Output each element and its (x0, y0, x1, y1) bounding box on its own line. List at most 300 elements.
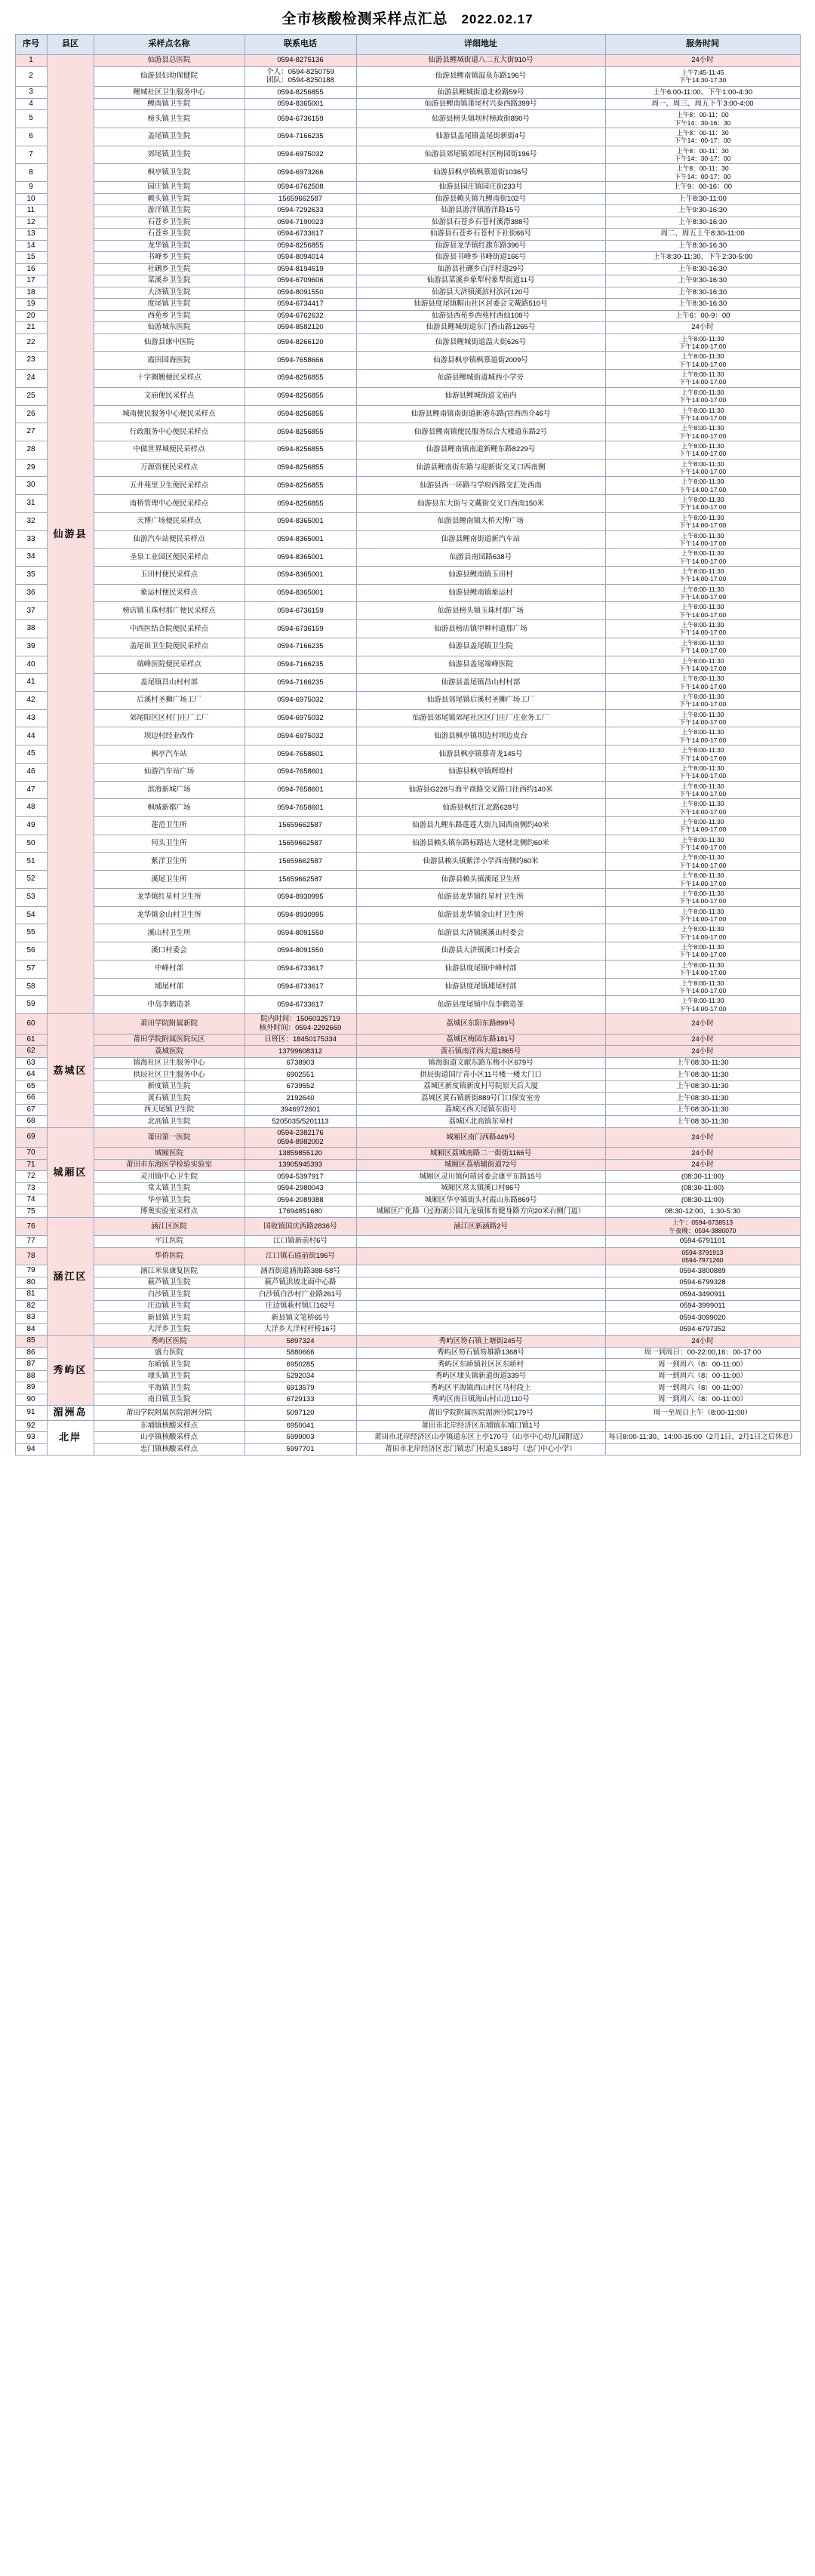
col-address: 详细地址 (356, 35, 605, 55)
service-time-cell: 周一到周六（8：00-11:00） (605, 1382, 800, 1394)
service-time-cell: 上午8:00-11:30 下午14:00-17:00 (605, 906, 800, 924)
address-cell: 城厢区灵川镇何靖居委会康平东路15号 (356, 1171, 605, 1183)
address-cell: 城厢区荔城南路二一街街1166号 (356, 1148, 605, 1160)
row-index: 14 (15, 240, 47, 252)
row-index: 30 (15, 477, 47, 495)
region-cell: 涵江区 (47, 1218, 94, 1336)
service-time-cell: 上午8:00-11:30 下午14:00-17:00 (605, 692, 800, 710)
table-row (15, 229, 800, 241)
site-name-cell: 城厢医院 (94, 1148, 244, 1160)
phone-cell: 大洋乡大洋村杆桥16号 (244, 1323, 356, 1336)
row-index: 6 (15, 128, 47, 146)
table-row (15, 656, 800, 674)
service-time-cell: 上午8:00-11:30 下午14:00-17:00 (605, 871, 800, 889)
table-row (15, 638, 800, 656)
region-cell: 湄洲岛 (47, 1406, 94, 1420)
address-cell: 秀屿区平海镇西山村区马村段上 (356, 1382, 605, 1394)
address-cell: 仙游县游洋镇游洋路15号 (356, 205, 605, 217)
phone-cell: 0594-6733617 (244, 960, 356, 978)
row-index: 9 (15, 182, 47, 194)
row-index: 73 (15, 1182, 47, 1194)
phone-cell: 0594-2089388 (244, 1194, 356, 1207)
service-time-cell: 上午8:00-11:30 下午14:00-17:00 (605, 656, 800, 674)
phone-cell: 白沙镇白沙村广业路261号 (244, 1289, 356, 1301)
row-index: 23 (15, 352, 47, 370)
address-cell: 仙游县赖头镇紫洋小学西南侧约60米 (356, 853, 605, 871)
address-cell: 仙游县园庄镇园庄街233号 (356, 182, 605, 194)
phone-cell: 6913579 (244, 1382, 356, 1394)
row-index: 52 (15, 871, 47, 889)
table-row (15, 549, 800, 567)
row-index: 56 (15, 942, 47, 961)
table-row (15, 263, 800, 275)
table-row (15, 1394, 800, 1406)
row-index: 74 (15, 1194, 47, 1207)
service-time-cell: 上午8:00-11:30 下午14:00-17:00 (605, 441, 800, 459)
address-cell: 莆田市北岸经济区东埔镇东埔口镇1号 (356, 1420, 605, 1432)
table-row (15, 299, 800, 311)
site-name-cell: 灵川镇中心卫生院 (94, 1171, 244, 1183)
table-row (15, 1289, 800, 1301)
row-index: 70 (15, 1148, 47, 1160)
row-index: 42 (15, 692, 47, 710)
site-name-cell: 西天尾镇卫生院 (94, 1104, 244, 1116)
table-row (15, 1336, 800, 1348)
address-cell: 莆田市北岸经济区忠门镇忠门村道头189号（忠门中心小学） (356, 1443, 605, 1456)
service-time-cell: 上午8:00-11:30 下午14:00-17:00 (605, 924, 800, 942)
service-time-cell: 上午8:30-16:30 (605, 299, 800, 311)
site-name-cell: 万源资便民采样点 (94, 459, 244, 477)
table-row (15, 217, 800, 229)
address-cell: 仙游县龙华镇金山村卫生所 (356, 906, 605, 924)
address-cell: 仙游县石苍乡石苍村溪漈388号 (356, 217, 605, 229)
row-index: 35 (15, 566, 47, 584)
address-cell: 仙游县赖头镇东路标路达大建材北侧约60米 (356, 835, 605, 853)
phone-cell: 0594-6975032 (244, 146, 356, 164)
table-row (15, 352, 800, 370)
phone-cell: 国收镇国庆西路2836号 (244, 1218, 356, 1236)
address-cell: 城厢区华亭镇街头村霞山东路869号 (356, 1194, 605, 1207)
phone-cell: 5997701 (244, 1443, 356, 1456)
table-row (15, 906, 800, 924)
site-name-cell: 东峤镇卫生院 (94, 1359, 244, 1371)
table-row (15, 996, 800, 1014)
phone-cell: 0594-7658601 (244, 745, 356, 764)
row-index: 50 (15, 835, 47, 853)
phone-cell: 15659662587 (244, 817, 356, 835)
table-row (15, 110, 800, 128)
table-row (15, 763, 800, 781)
site-name-cell: 萩芦镇卫生院 (94, 1277, 244, 1289)
table-row (15, 240, 800, 252)
row-index: 60 (15, 1013, 47, 1034)
table-row (15, 287, 800, 299)
address-cell: 城厢区荔梧辅街道72号 (356, 1159, 605, 1171)
table-row (15, 1081, 800, 1093)
row-index: 4 (15, 98, 47, 110)
phone-cell: 0594-8256855 (244, 441, 356, 459)
phone-cell: 0594-8365001 (244, 584, 356, 602)
phone-cell: 0594-6975032 (244, 709, 356, 727)
site-name-cell: 莆田学院附属新院 (94, 1013, 244, 1034)
row-index: 38 (15, 620, 47, 638)
table-row (15, 924, 800, 942)
service-time-cell: 上午8：00-11：30 下午14：00-17：00 (605, 164, 800, 182)
service-time-cell: 上午08:30-11:30 (605, 1104, 800, 1116)
table-row (15, 275, 800, 287)
service-time-cell: 上午08:30-11:30 (605, 1069, 800, 1081)
phone-cell: 0594-8365001 (244, 549, 356, 567)
table-row (15, 620, 800, 638)
table-row (15, 370, 800, 388)
table-row (15, 566, 800, 584)
service-time-cell: 上午8:00-11:30 下午14:00-17:00 (605, 978, 800, 996)
row-index: 25 (15, 387, 47, 405)
address-cell (356, 1247, 605, 1265)
site-name-cell: 东埔镇核酸采样点 (94, 1420, 244, 1432)
service-time-cell: 24小时 (605, 1148, 800, 1160)
site-name-cell: 仙游城东医院 (94, 322, 244, 334)
service-time-cell: 上午8:00-11:30 下午14:00-17:00 (605, 727, 800, 745)
table-row (15, 1194, 800, 1207)
row-index: 78 (15, 1247, 47, 1265)
phone-cell: 涵西街道涵海路388-58号 (244, 1265, 356, 1277)
address-cell: 仙游县鲤城街道北检路59号 (356, 87, 605, 99)
address-cell (356, 1300, 605, 1312)
service-time-cell: 上午8:00-11:30 下午14:00-17:00 (605, 334, 800, 352)
site-name-cell: 中西医结合院便民采样点 (94, 620, 244, 638)
site-name-cell: 中岛李鹤造茶 (94, 996, 244, 1014)
row-index: 94 (15, 1443, 47, 1456)
address-cell (356, 1289, 605, 1301)
service-time-cell: 上午08:30-11:30 (605, 1081, 800, 1093)
service-time-cell: 周一、周三、周五下午3:00-4:00 (605, 98, 800, 110)
col-phone: 联系电话 (244, 35, 356, 55)
table-header (15, 35, 800, 55)
address-cell: 仙游县枫亭镇辉煌村 (356, 763, 605, 781)
row-index: 92 (15, 1420, 47, 1432)
table-row (15, 1171, 800, 1183)
phone-cell: 13799608312 (244, 1046, 356, 1058)
site-name-cell: 后溪村圣狮广场工厂 (94, 692, 244, 710)
site-name-cell: 枫亭镇卫生院 (94, 164, 244, 182)
row-index: 22 (15, 334, 47, 352)
phone-cell: 0594-6975032 (244, 692, 356, 710)
service-time-cell: 0594-6799328 (605, 1277, 800, 1289)
site-name-cell: 文庙便民采样点 (94, 387, 244, 405)
table-row (15, 387, 800, 405)
table-row (15, 584, 800, 602)
table-row (15, 674, 800, 692)
region-cell: 秀屿区 (47, 1336, 94, 1406)
service-time-cell: 08:30-12:00、1:30-5:30 (605, 1206, 800, 1218)
site-name-cell: 榜店镇玉珠村那广便民采样点 (94, 602, 244, 620)
table-row (15, 252, 800, 264)
service-time-cell: 周一到周日：00-22:00,16：00-17:00 (605, 1347, 800, 1359)
row-index: 93 (15, 1432, 47, 1444)
site-name-cell: 赖头镇卫生院 (94, 193, 244, 205)
address-cell: 莆田学院附属医院湄洲分院179号 (356, 1406, 605, 1420)
service-time-cell: 周一至周日上午（8:00-11:00） (605, 1406, 800, 1420)
row-index: 46 (15, 763, 47, 781)
table-row (15, 310, 800, 322)
address-cell: 仙游县大济镇溪口村委会 (356, 942, 605, 961)
service-time-cell: 上午08:30-11:30 (605, 1116, 800, 1128)
phone-cell: 13859855120 (244, 1148, 356, 1160)
table-row (15, 1159, 800, 1171)
table-row (15, 1406, 800, 1420)
address-cell: 仙游县鲤城街道八二五大街910号 (356, 55, 605, 67)
service-time-cell: 上午8:00-11:30 下午14:00-17:00 (605, 512, 800, 530)
row-index: 8 (15, 164, 47, 182)
table-row (15, 1034, 800, 1046)
phone-cell: 0594-6733617 (244, 978, 356, 996)
site-name-cell: 秀屿区医院 (94, 1336, 244, 1348)
site-name-cell: 华侨医院 (94, 1247, 244, 1265)
table-row (15, 1277, 800, 1289)
address-cell: 黄石镇南洋西大道1865号 (356, 1046, 605, 1058)
address-cell: 仙游县西一环路与学府西路交汇处西南 (356, 477, 605, 495)
service-time-cell: 每日8:00-11:30、14:00-15:00（2月1日、2月1日之后休息） (605, 1432, 800, 1444)
site-name-cell: 霞田园海医院 (94, 352, 244, 370)
row-index: 39 (15, 638, 47, 656)
address-cell: 仙游县鲤南镇莆尾村兴泰西路399号 (356, 98, 605, 110)
address-cell: 仙游县菜溪乡象犁村象犁街道11号 (356, 275, 605, 287)
address-cell: 仙游县大济镇溪溪山村委会 (356, 924, 605, 942)
phone-cell: 13905945393 (244, 1159, 356, 1171)
row-index: 40 (15, 656, 47, 674)
table-row (15, 193, 800, 205)
address-cell: 仙游县鲤城街道温大街626号 (356, 334, 605, 352)
service-time-cell: 上午8：00-11：00 下午14：30-16：30 (605, 110, 800, 128)
row-index: 13 (15, 229, 47, 241)
row-index: 32 (15, 512, 47, 530)
site-name-cell: 仙游县妇幼保健院 (94, 66, 244, 87)
phone-cell: 6729133 (244, 1394, 356, 1406)
page-title (0, 0, 815, 34)
row-index: 36 (15, 584, 47, 602)
row-index: 51 (15, 853, 47, 871)
service-time-cell: 上午8:30-16:30 (605, 287, 800, 299)
address-cell: 仙游县度尾镇中峰村部 (356, 960, 605, 978)
site-name-cell: 圣泉工业园区便民采样点 (94, 549, 244, 567)
service-time-cell: (08:30-11:00) (605, 1182, 800, 1194)
phone-cell: 0594-8256855 (244, 387, 356, 405)
site-name-cell: 榜头镇卫生院 (94, 110, 244, 128)
title-date: 2022.02.17 (461, 12, 534, 26)
service-time-cell: 上午8:30-16:30 (605, 263, 800, 275)
region-cell: 仙游县 (47, 55, 94, 1014)
service-time-cell: 上午8:00-11:30 下午14:00-17:00 (605, 853, 800, 871)
row-index: 18 (15, 287, 47, 299)
service-time-cell: 上午6：00-9：00 (605, 310, 800, 322)
header-row (15, 35, 800, 55)
service-time-cell: 上午8:00-11:30 下午14:00-17:00 (605, 405, 800, 423)
site-name-cell: 荔城医院 (94, 1046, 244, 1058)
table-row (15, 692, 800, 710)
service-time-cell: 上午8:00-11:30 下午14:00-17:00 (605, 942, 800, 961)
address-cell: 仙游县鲤南镇温泉东路196号 (356, 66, 605, 87)
address-cell: 仙游县东大街与文戴街交叉口西南150米 (356, 495, 605, 513)
service-time-cell: 周一到周六（8：00-11:00） (605, 1359, 800, 1371)
row-index: 72 (15, 1171, 47, 1183)
service-time-cell: 24小时 (605, 1034, 800, 1046)
table-row (15, 334, 800, 352)
phone-cell: 新县镇文笔桥65号 (244, 1312, 356, 1324)
row-index: 3 (15, 87, 47, 99)
table-row (15, 835, 800, 853)
table-row (15, 888, 800, 906)
service-time-cell: 0594-6797352 (605, 1323, 800, 1336)
site-name-cell: 平海镇卫生院 (94, 1382, 244, 1394)
service-time-cell: 上午08:30-11:30 (605, 1093, 800, 1105)
service-time-cell: 上午8:00-11:30 下午14:00-17:00 (605, 745, 800, 764)
table-row (15, 1247, 800, 1265)
address-cell: 莆田市北岸经济区山亭镇道东区上亭170号（山亭中心幼儿园附近） (356, 1432, 605, 1444)
phone-cell: 日班区：18450175334 (244, 1034, 356, 1046)
address-cell (356, 1236, 605, 1248)
table-row (15, 512, 800, 530)
service-time-cell: 上午8:30-11:00 (605, 193, 800, 205)
site-name-cell: 西苑乡卫生院 (94, 310, 244, 322)
table-row (15, 745, 800, 764)
site-name-cell: 石苍乡卫生院 (94, 217, 244, 229)
phone-cell: 0594-8365001 (244, 512, 356, 530)
row-index: 69 (15, 1127, 47, 1148)
row-index: 87 (15, 1359, 47, 1371)
address-cell: 仙游县盖尾镇盖尾街新街4号 (356, 128, 605, 146)
col-service-time: 服务时间 (605, 35, 800, 55)
site-name-cell: 园庄镇卫生院 (94, 182, 244, 194)
phone-cell: 17694851680 (244, 1206, 356, 1218)
address-cell: 仙游县G228与海平商路交叉路口往西约140米 (356, 781, 605, 799)
site-name-cell: 龙华镇金山村卫生所 (94, 906, 244, 924)
phone-cell: 5897324 (244, 1336, 356, 1348)
service-time-cell: 上午8:00-11:30 下午14:00-17:00 (605, 799, 800, 817)
service-time-cell: 上午8:00-11:30 下午14:00-17:00 (605, 763, 800, 781)
address-cell: 仙游县度尾镇埔尾村部 (356, 978, 605, 996)
address-cell: 仙游县盖尾镇昌山村村部 (356, 674, 605, 692)
phone-cell: 0594-2980043 (244, 1182, 356, 1194)
site-name-cell: 涵江区医院 (94, 1218, 244, 1236)
service-time-cell: (08:30-11:00) (605, 1194, 800, 1207)
row-index: 37 (15, 602, 47, 620)
address-cell: 荔城区西天尾镇东街号 (356, 1104, 605, 1116)
table-row (15, 781, 800, 799)
address-cell: 荔城区北高镇东皋村 (356, 1116, 605, 1128)
table-row (15, 1148, 800, 1160)
table-row (15, 871, 800, 889)
phone-cell: 0594-8256855 (244, 240, 356, 252)
address-cell (356, 1277, 605, 1289)
sampling-sites-table (15, 34, 801, 1456)
address-cell: 城厢区南门西路449号 (356, 1127, 605, 1148)
service-time-cell (605, 1420, 800, 1432)
service-time-cell: 上午9:30-16:30 (605, 205, 800, 217)
table-row (15, 1300, 800, 1312)
row-index: 75 (15, 1206, 47, 1218)
row-index: 66 (15, 1093, 47, 1105)
row-index: 79 (15, 1265, 47, 1277)
service-time-cell: 周一到周六（8：00-11:00） (605, 1370, 800, 1382)
phone-cell: 6950285 (244, 1359, 356, 1371)
region-cell: 荔城区 (47, 1013, 94, 1127)
phone-cell: 0594-8256855 (244, 423, 356, 441)
phone-cell: 0594-8256855 (244, 495, 356, 513)
row-index: 15 (15, 252, 47, 264)
service-time-cell: 24小时 (605, 1159, 800, 1171)
row-index: 24 (15, 370, 47, 388)
phone-cell: 0594-6973266 (244, 164, 356, 182)
col-region: 县区 (47, 35, 94, 55)
site-name-cell: 行政服务中心便民采样点 (94, 423, 244, 441)
row-index: 31 (15, 495, 47, 513)
site-name-cell: 溪口村委会 (94, 942, 244, 961)
address-cell: 仙游县龙华镇红旗东路396号 (356, 240, 605, 252)
table-row (15, 1116, 800, 1128)
phone-cell: 江口镇石庭前街196号 (244, 1247, 356, 1265)
service-time-cell: 上午8:00-11:30 下午14:00-17:00 (605, 477, 800, 495)
row-index: 53 (15, 888, 47, 906)
row-index: 27 (15, 423, 47, 441)
service-time-cell: 周一到周六（8：00-11:00） (605, 1394, 800, 1406)
phone-cell: 0594-7166235 (244, 638, 356, 656)
phone-cell: 0594-8094014 (244, 252, 356, 264)
phone-cell: 15659662587 (244, 853, 356, 871)
site-name-cell: 游洋镇卫生院 (94, 205, 244, 217)
service-time-cell: 上午6:00-11:00、下午1:00-4:30 (605, 87, 800, 99)
site-name-cell: 枫城新都广场 (94, 799, 244, 817)
table-row (15, 1236, 800, 1248)
phone-cell: 0594-8582120 (244, 322, 356, 334)
table-row (15, 1104, 800, 1116)
table-row (15, 1057, 800, 1069)
address-cell: 仙游县榜头镇玉珠村那广场 (356, 602, 605, 620)
site-name-cell: 盖尾镇昌山村村部 (94, 674, 244, 692)
row-index: 44 (15, 727, 47, 745)
row-index: 20 (15, 310, 47, 322)
table-row (15, 853, 800, 871)
row-index: 28 (15, 441, 47, 459)
site-name-cell: 大济镇卫生院 (94, 287, 244, 299)
service-time-cell: 24小时 (605, 55, 800, 67)
service-time-cell: 上午8:00-11:30 下午14:00-17:00 (605, 960, 800, 978)
site-name-cell: 仙游汽车站广场 (94, 763, 244, 781)
phone-cell: 0594-7658601 (244, 799, 356, 817)
address-cell: 仙游县南园路638号 (356, 549, 605, 567)
address-cell: 仙游县鲤南镇南街道新港东路(官西西介46号 (356, 405, 605, 423)
table-row (15, 1420, 800, 1432)
site-name-cell: 大洋乡卫生院 (94, 1323, 244, 1336)
row-index: 81 (15, 1289, 47, 1301)
service-time-cell: 上午8:00-11:30 下午14:00-17:00 (605, 674, 800, 692)
row-index: 85 (15, 1336, 47, 1348)
table-row (15, 66, 800, 87)
address-cell: 仙游县赖头镇九鲤南街102号 (356, 193, 605, 205)
table-row (15, 1432, 800, 1444)
address-cell: 仙游县枫亭镇慕青龙145号 (356, 745, 605, 764)
address-cell: 仙游县枫亭镇枫慕道街2009号 (356, 352, 605, 370)
row-index: 19 (15, 299, 47, 311)
phone-cell: 0594-8256855 (244, 370, 356, 388)
service-time-cell: 上午8:00-11:30 下午14:00-17:00 (605, 709, 800, 727)
phone-cell: 0594-6709606 (244, 275, 356, 287)
site-name-cell: 枫亭汽车站 (94, 745, 244, 764)
row-index: 47 (15, 781, 47, 799)
address-cell: 仙游县龙华镇红星村卫生所 (356, 888, 605, 906)
site-name-cell: 何头卫生所 (94, 835, 244, 853)
site-name-cell: 博奥实验室采样点 (94, 1206, 244, 1218)
